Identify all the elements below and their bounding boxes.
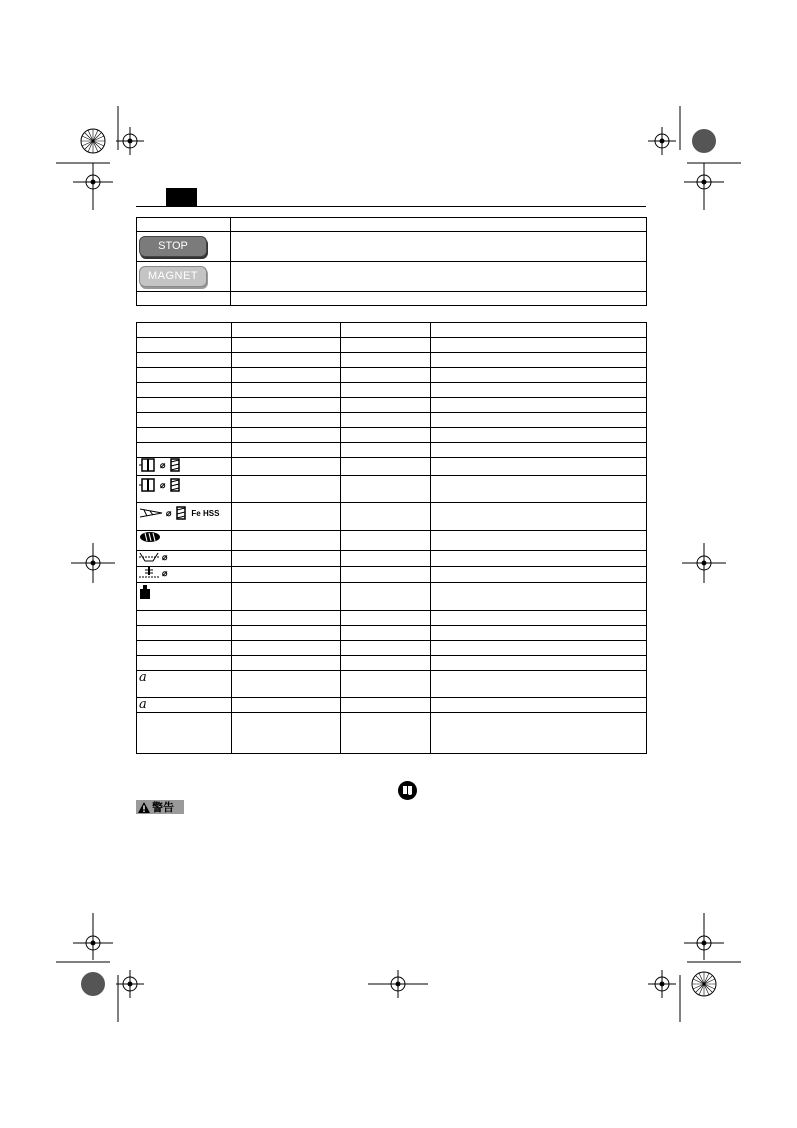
table-row xyxy=(137,398,647,413)
table-row xyxy=(137,567,647,583)
stop-button[interactable]: STOP xyxy=(139,236,207,257)
cutter-icon xyxy=(174,506,188,520)
table-row xyxy=(137,641,647,656)
table-row xyxy=(137,713,647,754)
controls-table xyxy=(136,217,647,306)
diameter-symbol: ⌀ xyxy=(162,551,168,562)
table-row xyxy=(137,353,647,368)
table-row xyxy=(137,428,647,443)
table-row xyxy=(137,671,647,698)
table-row xyxy=(137,443,647,458)
table-row xyxy=(137,656,647,671)
cutter-icon xyxy=(168,458,182,472)
table-row xyxy=(137,626,647,641)
table-row xyxy=(137,338,647,353)
fe-hss-label: Fe HSS xyxy=(191,508,220,518)
warning-label: 警告 xyxy=(152,802,174,814)
diameter-symbol: ⌀ xyxy=(160,479,166,490)
header-rule xyxy=(136,206,646,207)
magnet-button[interactable]: MAGNET xyxy=(139,266,207,287)
table-row xyxy=(137,413,647,428)
table-row xyxy=(137,531,647,551)
language-tab xyxy=(166,188,197,207)
table-row xyxy=(137,232,647,262)
table-row xyxy=(137,503,647,531)
twist-drill-icon xyxy=(139,507,163,519)
table-row xyxy=(137,551,647,567)
core-drill-icon xyxy=(139,478,157,492)
table-row xyxy=(137,583,647,611)
warning-triangle-icon xyxy=(138,802,150,813)
specifications-table xyxy=(136,322,647,754)
table-row xyxy=(137,323,647,338)
table-row xyxy=(137,611,647,626)
table-row xyxy=(137,368,647,383)
table-row xyxy=(137,698,647,713)
diameter-symbol: ⌀ xyxy=(162,567,168,578)
vibration-symbol: a xyxy=(139,697,147,712)
table-row xyxy=(137,218,647,232)
diameter-symbol: ⌀ xyxy=(160,459,166,470)
table-row xyxy=(137,292,647,306)
table-row xyxy=(137,458,647,476)
weight-icon xyxy=(139,585,151,599)
core-drill-icon xyxy=(139,458,157,472)
thread-tap-icon xyxy=(139,531,161,543)
warning-badge xyxy=(136,800,184,814)
read-manual-icon xyxy=(398,781,417,800)
table-row xyxy=(137,383,647,398)
thread-cutting-icon xyxy=(139,567,159,579)
countersink-icon xyxy=(139,551,159,563)
cutter-icon xyxy=(168,478,182,492)
vibration-symbol: a xyxy=(139,670,147,685)
diameter-symbol: ⌀ xyxy=(166,507,172,518)
table-row xyxy=(137,262,647,292)
table-row xyxy=(137,476,647,503)
